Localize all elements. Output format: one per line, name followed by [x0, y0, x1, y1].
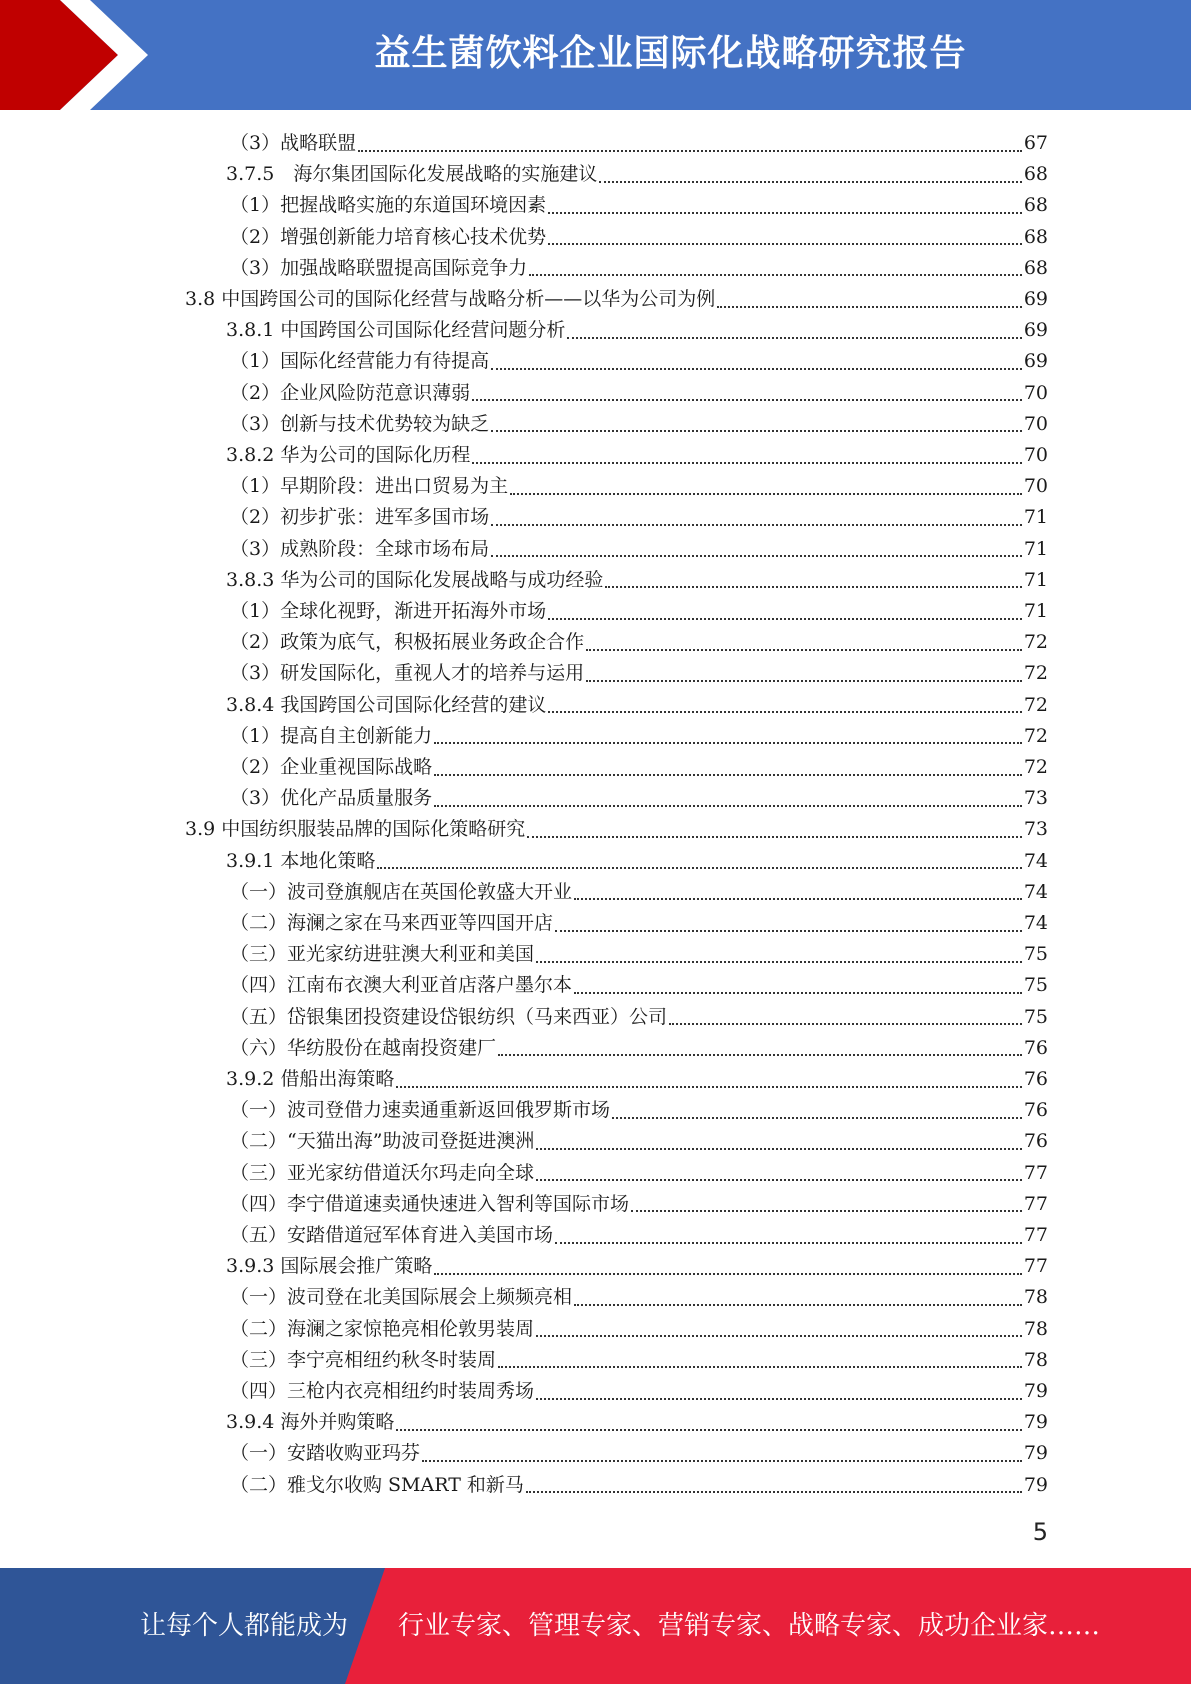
- toc-entry[interactable]: [230, 1189, 1048, 1220]
- toc-entry-page: 77: [1023, 1224, 1048, 1246]
- toc-entry[interactable]: [230, 752, 1048, 783]
- toc-entry[interactable]: [226, 440, 1048, 471]
- toc-entry-title: （一）波司登在北美国际展会上频频亮相: [230, 1286, 573, 1309]
- toc-entry-page: 79: [1023, 1473, 1048, 1496]
- toc-entry-page: 74: [1023, 912, 1048, 934]
- header-chevron-icon: [0, 0, 160, 110]
- toc-entry[interactable]: [230, 1376, 1048, 1407]
- page-number: 5: [1032, 1518, 1048, 1546]
- toc-dot-leader: [491, 524, 1022, 526]
- toc-entry-title: （3）创新与技术优势较为缺乏: [230, 412, 490, 435]
- toc-entry-title: （四）三枪内衣亮相纽约时装周秀场: [230, 1380, 535, 1402]
- toc-dot-leader: [472, 462, 1021, 464]
- toc-dot-leader: [548, 618, 1022, 620]
- toc-entry-title: （二）海澜之家在马来西亚等四国开店: [230, 912, 554, 934]
- toc-dot-leader: [396, 1086, 1021, 1088]
- toc-entry-title: （一）安踏收购亚玛芬: [230, 1442, 421, 1465]
- toc-entry-page: 72: [1023, 693, 1048, 716]
- toc-entry-title: 3.9.3 国际展会推广策略: [226, 1255, 433, 1278]
- toc-entry-page: 79: [1023, 1442, 1048, 1465]
- toc-entry-title: （三）亚光家纺借道沃尔玛走向全球: [230, 1161, 535, 1184]
- toc-entry[interactable]: [230, 1033, 1048, 1064]
- toc-dot-leader: [574, 1304, 1022, 1306]
- toc-dot-leader: [358, 150, 1022, 152]
- toc-entry-page: 70: [1023, 412, 1048, 435]
- toc-entry-title: （四）李宁借道速卖通快速进入智利等国际市场: [230, 1192, 630, 1215]
- toc-entry-page: 74: [1023, 880, 1048, 903]
- toc-entry-title: （六）华纺股份在越南投资建厂: [230, 1036, 497, 1059]
- toc-entry-page: 67: [1023, 132, 1048, 154]
- toc-entry-page: 73: [1023, 787, 1048, 810]
- toc-dot-leader: [574, 992, 1022, 994]
- toc-entry-title: 3.9 中国纺织服装品牌的国际化策略研究: [185, 818, 526, 841]
- toc-dot-leader: [555, 1242, 1022, 1244]
- toc-entry-page: 71: [1023, 537, 1048, 560]
- toc-entry-page: 78: [1023, 1348, 1048, 1371]
- toc-entry-page: 68: [1023, 163, 1048, 186]
- toc-entry-title: 3.8.2 华为公司的国际化历程: [226, 444, 471, 466]
- toc-entry-title: （1）提高自主创新能力: [230, 724, 433, 747]
- toc-dot-leader: [548, 711, 1021, 713]
- toc-entry-title: （2）增强创新能力培育核心技术优势: [230, 225, 547, 248]
- toc-entry[interactable]: [230, 1158, 1048, 1189]
- toc-dot-leader: [586, 649, 1022, 651]
- toc-entry-page: 71: [1023, 506, 1048, 529]
- page-footer: [0, 1568, 1191, 1684]
- toc-entry[interactable]: [230, 721, 1048, 752]
- toc-entry-page: 72: [1023, 631, 1048, 654]
- toc-entry-title: （五）岱银集团投资建设岱银纺织（马来西亚）公司: [230, 1005, 668, 1028]
- toc-entry-title: （三）亚光家纺进驻澳大利亚和美国: [230, 943, 535, 966]
- toc-entry[interactable]: [230, 970, 1048, 1001]
- toc-entry[interactable]: [226, 1251, 1048, 1282]
- report-title: 益生菌饮料企业国际化战略研究报告: [374, 33, 967, 74]
- toc-entry-title: （三）李宁亮相纽约秋冬时装周: [230, 1348, 497, 1371]
- toc-dot-leader: [599, 181, 1021, 183]
- toc-entry[interactable]: [230, 1345, 1048, 1376]
- toc-entry-title: （1）全球化视野，渐进开拓海外市场: [230, 600, 547, 622]
- toc-dot-leader: [612, 1117, 1022, 1119]
- toc-entry-title: （3）优化产品质量服务: [230, 787, 433, 810]
- toc-entry-title: （二）海澜之家惊艳亮相伦敦男装周: [230, 1317, 535, 1340]
- toc-entry-title: （1）早期阶段：进出口贸易为主: [230, 475, 509, 498]
- toc-entry-title: 3.8.1 中国跨国公司国际化经营问题分析: [226, 319, 566, 342]
- toc-entry-page: 70: [1023, 444, 1048, 466]
- toc-entry-page: 77: [1023, 1192, 1048, 1215]
- toc-dot-leader: [491, 430, 1022, 432]
- toc-entry[interactable]: [230, 908, 1048, 939]
- toc-entry-title: （3）加强战略联盟提高国际竞争力: [230, 256, 528, 279]
- toc-entry-title: （二）“天猫出海”助波司登挺进澳洲: [230, 1130, 535, 1153]
- toc-entry-page: 79: [1023, 1411, 1048, 1434]
- toc-entry[interactable]: [230, 1282, 1048, 1313]
- toc-dot-leader: [548, 212, 1022, 214]
- toc-entry-page: 79: [1023, 1380, 1048, 1402]
- toc-dot-leader: [605, 586, 1021, 588]
- toc-entry-page: 69: [1023, 319, 1048, 342]
- toc-entry[interactable]: [230, 1470, 1048, 1501]
- toc-entry[interactable]: [185, 814, 1048, 845]
- toc-entry[interactable]: [230, 534, 1048, 565]
- toc-entry[interactable]: [230, 378, 1048, 409]
- toc-entry-title: （3）研发国际化，重视人才的培养与运用: [230, 662, 585, 685]
- toc-dot-leader: [472, 399, 1022, 401]
- toc-entry-title: （2）初步扩张：进军多国市场: [230, 506, 490, 529]
- toc-entry-page: 70: [1023, 381, 1048, 404]
- toc-entry-title: 3.8 中国跨国公司的国际化经营与战略分析——以华为公司为例: [185, 288, 716, 310]
- toc-dot-leader: [536, 1148, 1021, 1150]
- toc-entry-page: 68: [1023, 225, 1048, 248]
- toc-entry-page: 75: [1023, 974, 1048, 997]
- toc-entry-title: （3）战略联盟: [230, 132, 357, 154]
- toc-entry[interactable]: [230, 222, 1048, 253]
- toc-entry-page: 71: [1023, 600, 1048, 622]
- toc-entry[interactable]: [226, 159, 1048, 190]
- toc-dot-leader: [434, 742, 1022, 744]
- toc-dot-leader: [536, 1179, 1022, 1181]
- toc-entry[interactable]: [230, 346, 1048, 377]
- toc-entry-page: 71: [1023, 568, 1048, 591]
- toc-entry[interactable]: [230, 1002, 1048, 1033]
- toc-entry-title: （1）把握战略实施的东道国环境因素: [230, 194, 547, 217]
- toc-entry[interactable]: [226, 690, 1048, 721]
- toc-entry[interactable]: [226, 846, 1048, 877]
- toc-entry[interactable]: [226, 565, 1048, 596]
- toc-dot-leader: [555, 930, 1022, 932]
- toc-entry-title: 3.7.5 海尔集团国际化发展战略的实施建议: [226, 163, 598, 186]
- toc-entry-page: 73: [1023, 818, 1048, 841]
- toc-entry-page: 68: [1023, 256, 1048, 279]
- toc-entry-page: 68: [1023, 194, 1048, 217]
- toc-entry-page: 74: [1023, 849, 1048, 872]
- toc-dot-leader: [491, 368, 1022, 370]
- toc-entry-title: （四）江南布衣澳大利亚首店落户墨尔本: [230, 974, 573, 997]
- toc-dot-leader: [669, 1023, 1022, 1025]
- toc-entry-page: 76: [1023, 1099, 1048, 1122]
- toc-entry[interactable]: [230, 877, 1048, 908]
- footer-slogan-left: 让每个人都能成为: [140, 1611, 349, 1641]
- toc-entry-page: 72: [1023, 662, 1048, 685]
- toc-entry[interactable]: [230, 783, 1048, 814]
- toc-entry-title: 3.9.4 海外并购策略: [226, 1411, 395, 1434]
- toc-dot-leader: [510, 493, 1022, 495]
- toc-entry[interactable]: [230, 128, 1048, 159]
- toc-entry-title: （二）雅戈尔收购 SMART 和新马: [230, 1473, 524, 1496]
- toc-entry[interactable]: [230, 502, 1048, 533]
- toc-entry[interactable]: [230, 409, 1048, 440]
- toc-entry-page: 78: [1023, 1286, 1048, 1309]
- toc-entry-title: 3.8.3 华为公司的国际化发展战略与成功经验: [226, 568, 604, 591]
- toc-entry-page: 78: [1023, 1317, 1048, 1340]
- toc-dot-leader: [529, 274, 1022, 276]
- toc-dot-leader: [498, 1054, 1022, 1056]
- toc-entry-title: （五）安踏借道冠军体育进入美国市场: [230, 1224, 554, 1246]
- toc-entry-page: 69: [1023, 288, 1048, 310]
- toc-entry-title: （2）政策为底气，积极拓展业务政企合作: [230, 631, 585, 654]
- toc-entry-title: （1）国际化经营能力有待提高: [230, 350, 490, 373]
- toc-dot-leader: [498, 1366, 1022, 1368]
- toc-entry-page: 72: [1023, 756, 1048, 778]
- toc-entry-page: 77: [1023, 1161, 1048, 1184]
- toc-entry-page: 70: [1023, 475, 1048, 498]
- toc-entry-title: 3.8.4 我国跨国公司国际化经营的建议: [226, 693, 547, 716]
- toc-entry-title: （一）波司登旗舰店在英国伦敦盛大开业: [230, 880, 573, 903]
- toc-dot-leader: [434, 774, 1022, 776]
- toc-entry[interactable]: [230, 471, 1048, 502]
- toc-entry[interactable]: [230, 596, 1048, 627]
- toc-entry[interactable]: [226, 1407, 1048, 1438]
- toc-dot-leader: [396, 1429, 1021, 1431]
- toc-dot-leader: [574, 898, 1022, 900]
- toc-entry-page: 75: [1023, 943, 1048, 966]
- toc-entry-title: （2）企业风险防范意识薄弱: [230, 381, 471, 404]
- toc-entry[interactable]: [230, 627, 1048, 658]
- toc-entry-title: （3）成熟阶段：全球市场布局: [230, 537, 490, 560]
- toc-dot-leader: [536, 961, 1022, 963]
- toc-dot-leader: [527, 836, 1022, 838]
- toc-dot-leader: [422, 1460, 1022, 1462]
- toc-entry-page: 77: [1023, 1255, 1048, 1278]
- toc-entry-page: 72: [1023, 724, 1048, 747]
- toc-entry[interactable]: [230, 1220, 1048, 1251]
- toc-entry[interactable]: [226, 315, 1048, 346]
- toc-entry-title: 3.9.1 本地化策略: [226, 849, 376, 872]
- page-header: [0, 0, 1191, 110]
- toc-entry[interactable]: [230, 1438, 1048, 1469]
- toc-dot-leader: [536, 1398, 1022, 1400]
- toc-entry-page: 76: [1023, 1036, 1048, 1059]
- toc-dot-leader: [491, 555, 1022, 557]
- toc-entry-page: 69: [1023, 350, 1048, 373]
- toc-entry-page: 76: [1023, 1068, 1048, 1090]
- toc-entry[interactable]: [230, 1095, 1048, 1126]
- toc-dot-leader: [434, 1273, 1021, 1275]
- toc-entry-page: 76: [1023, 1130, 1048, 1153]
- toc-entry-title: （2）企业重视国际战略: [230, 756, 433, 778]
- toc-dot-leader: [434, 805, 1022, 807]
- toc-entry[interactable]: [230, 1314, 1048, 1345]
- toc-entry-page: 75: [1023, 1005, 1048, 1028]
- toc-dot-leader: [567, 337, 1021, 339]
- toc-dot-leader: [526, 1491, 1022, 1493]
- toc-entry[interactable]: [185, 284, 1048, 315]
- footer-slogan-right: 行业专家、管理专家、营销专家、战略专家、成功企业家……: [398, 1611, 1101, 1641]
- toc-entry[interactable]: [230, 190, 1048, 221]
- toc-entry[interactable]: [230, 1126, 1048, 1157]
- toc-entry-title: （一）波司登借力速卖通重新返回俄罗斯市场: [230, 1099, 611, 1122]
- toc-dot-leader: [536, 1335, 1022, 1337]
- toc-dot-leader: [377, 867, 1021, 869]
- toc-entry[interactable]: [226, 1064, 1048, 1095]
- toc-dot-leader: [717, 306, 1022, 308]
- toc-entry[interactable]: [230, 658, 1048, 689]
- toc-entry[interactable]: [230, 253, 1048, 284]
- toc-entry-title: 3.9.2 借船出海策略: [226, 1068, 395, 1090]
- toc-dot-leader: [548, 243, 1022, 245]
- toc-entry[interactable]: [230, 939, 1048, 970]
- toc-dot-leader: [586, 680, 1022, 682]
- toc-dot-leader: [631, 1210, 1022, 1212]
